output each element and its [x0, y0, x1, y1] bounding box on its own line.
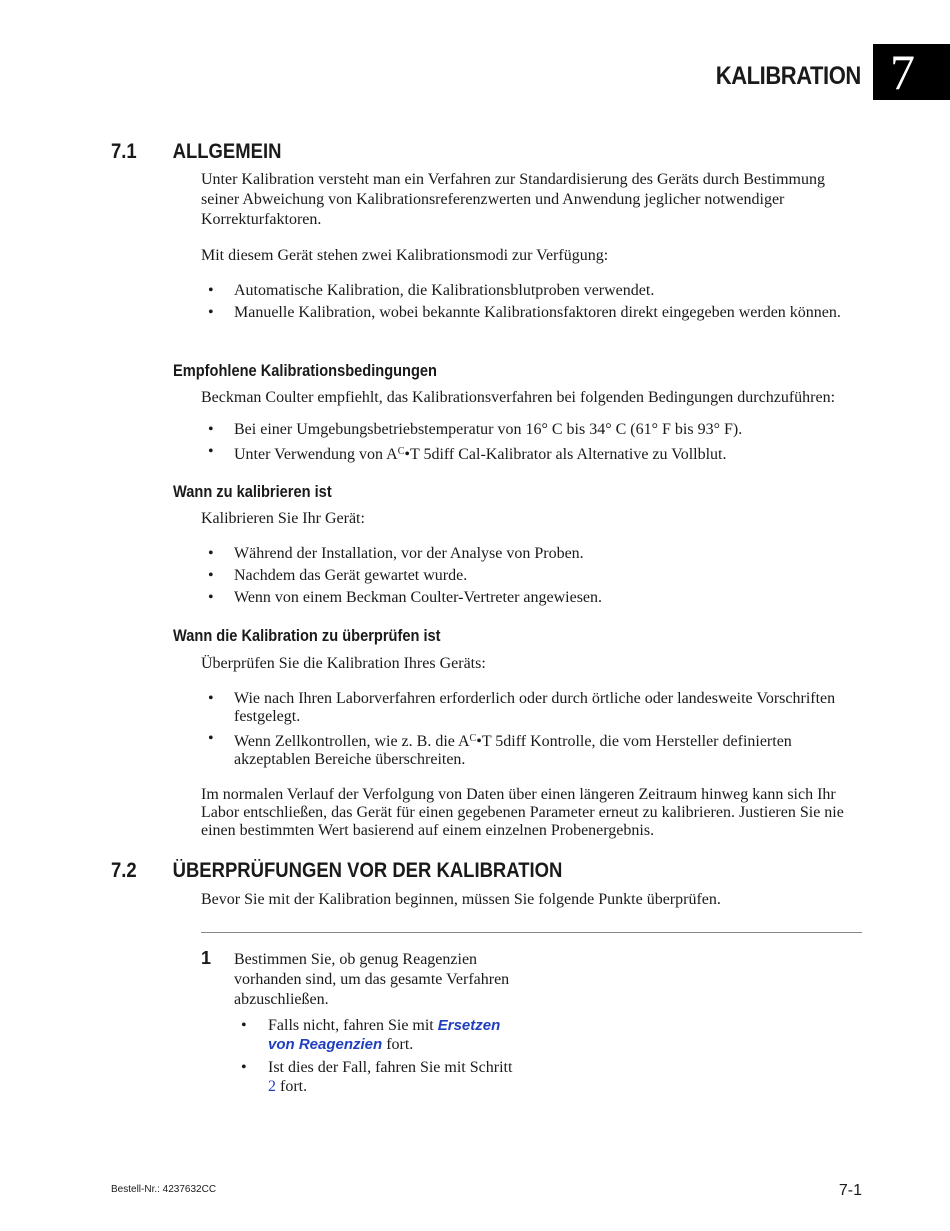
step-sub-list	[234, 1016, 524, 1100]
list-item: • Manuelle Kalibration, wobei bekannte Kalibrationsfaktoren direkt eingegeben werden können.	[208, 304, 841, 321]
when-verify-intro: Überprüfen Sie die Kalibration Ihres Geräts:	[201, 655, 486, 672]
list-item: • Falls nicht, fahren Sie mit Ersetzen von Reagenzien fort.	[241, 1017, 501, 1053]
when-verify-list	[201, 690, 865, 773]
section-title: ALLGEMEIN	[172, 140, 282, 163]
divider	[201, 932, 862, 933]
bullet-icon: •	[208, 304, 214, 321]
closing-paragraph: Im normalen Verlauf der Verfolgung von Daten über einen längeren Zeitraum hinweg kann sich Ihr Labor entschließen, das Gerät für einen gegebenen Parameter erneut zu kalibrieren. Justieren Sie nie einen bestimmten Wert basierend auf einem einzelnen Probenergebnis.	[201, 786, 844, 839]
modes-list	[201, 282, 865, 326]
bullet-icon: •	[208, 730, 214, 747]
bullet-icon: •	[241, 1017, 247, 1034]
bullet-icon: •	[208, 567, 214, 584]
section-number: 7.2	[111, 859, 137, 882]
order-number: Bestell-Nr.: 4237632CC	[111, 1184, 217, 1195]
list-item: • Wenn von einem Beckman Coulter-Vertreter angewiesen.	[208, 589, 603, 606]
step-number: 1	[201, 948, 212, 968]
list-item: • Wie nach Ihren Laborverfahren erforderlich oder durch örtliche oder landesweite Vorschriften festgelegt.	[208, 690, 836, 725]
link-replace-reagents[interactable]: Ersetzen von Reagenzien	[268, 1017, 501, 1053]
list-item: • Automatische Kalibration, die Kalibrationsblutproben verwendet.	[208, 282, 655, 299]
list-item: • Unter Verwendung von $A^C•T$ 5diff Cal-Kalibrator als Alternative zu Vollblut.	[208, 443, 727, 463]
chapter-title: KALIBRATION	[715, 62, 861, 90]
bullet-icon: •	[208, 545, 214, 562]
bullet-icon: •	[208, 421, 214, 438]
chapter-number-box: 7	[873, 44, 950, 100]
section-heading-7-2	[111, 859, 562, 883]
subheading-recommended: Empfohlene Kalibrationsbedingungen	[173, 361, 437, 380]
section-number: 7.1	[111, 140, 137, 163]
list-item: • Bei einer Umgebungsbetriebstemperatur von 16° C bis 34° C (61° F bis 93° F).	[208, 421, 743, 438]
when-calibrate-list	[201, 545, 865, 611]
bullet-icon: •	[208, 282, 214, 299]
link-step-2[interactable]: 2	[268, 1078, 276, 1095]
step-text: Bestimmen Sie, ob genug Reagenzien vorhanden sind, um das gesamte Verfahren abzuschließen.	[234, 951, 510, 1008]
intro-paragraph: Unter Kalibration versteht man ein Verfahren zur Standardisierung des Geräts durch Bestimmung seiner Abweichung von Kalibrationsreferenzwerten und Anwendung jeglicher notwendiger Korrekturfaktoren.	[201, 171, 825, 228]
bullet-icon: •	[208, 443, 214, 460]
subheading-when-verify: Wann die Kalibration zu überprüfen ist	[173, 626, 441, 645]
list-item: • Während der Installation, vor der Analyse von Proben.	[208, 545, 584, 562]
list-item: • Nachdem das Gerät gewartet wurde.	[208, 567, 468, 584]
list-item: • Ist dies der Fall, fahren Sie mit Schritt 2 fort.	[241, 1059, 513, 1095]
bullet-icon: •	[241, 1059, 247, 1076]
when-calibrate-intro: Kalibrieren Sie Ihr Gerät:	[201, 510, 365, 527]
section-heading-7-1	[111, 140, 281, 164]
recommended-intro: Beckman Coulter empfiehlt, das Kalibrationsverfahren bei folgenden Bedingungen durchzuführen:	[201, 389, 836, 406]
page-number: 7-1	[838, 1182, 862, 1199]
bullet-icon: •	[208, 589, 214, 606]
recommended-list	[201, 421, 865, 468]
subheading-when-calibrate: Wann zu kalibrieren ist	[173, 482, 332, 501]
list-item: • Wenn Zellkontrollen, wie z. B. die $A^C•T$ 5diff Kontrolle, die vom Hersteller definierten akzeptablen Bereiche überschreiten.	[208, 730, 792, 768]
section-7-2-intro: Bevor Sie mit der Kalibration beginnen, müssen Sie folgende Punkte überprüfen.	[201, 891, 721, 908]
section-title: ÜBERPRÜFUNGEN VOR DER KALIBRATION	[172, 859, 563, 882]
bullet-icon: •	[208, 690, 214, 707]
modes-intro: Mit diesem Gerät stehen zwei Kalibrationsmodi zur Verfügung:	[201, 247, 609, 264]
